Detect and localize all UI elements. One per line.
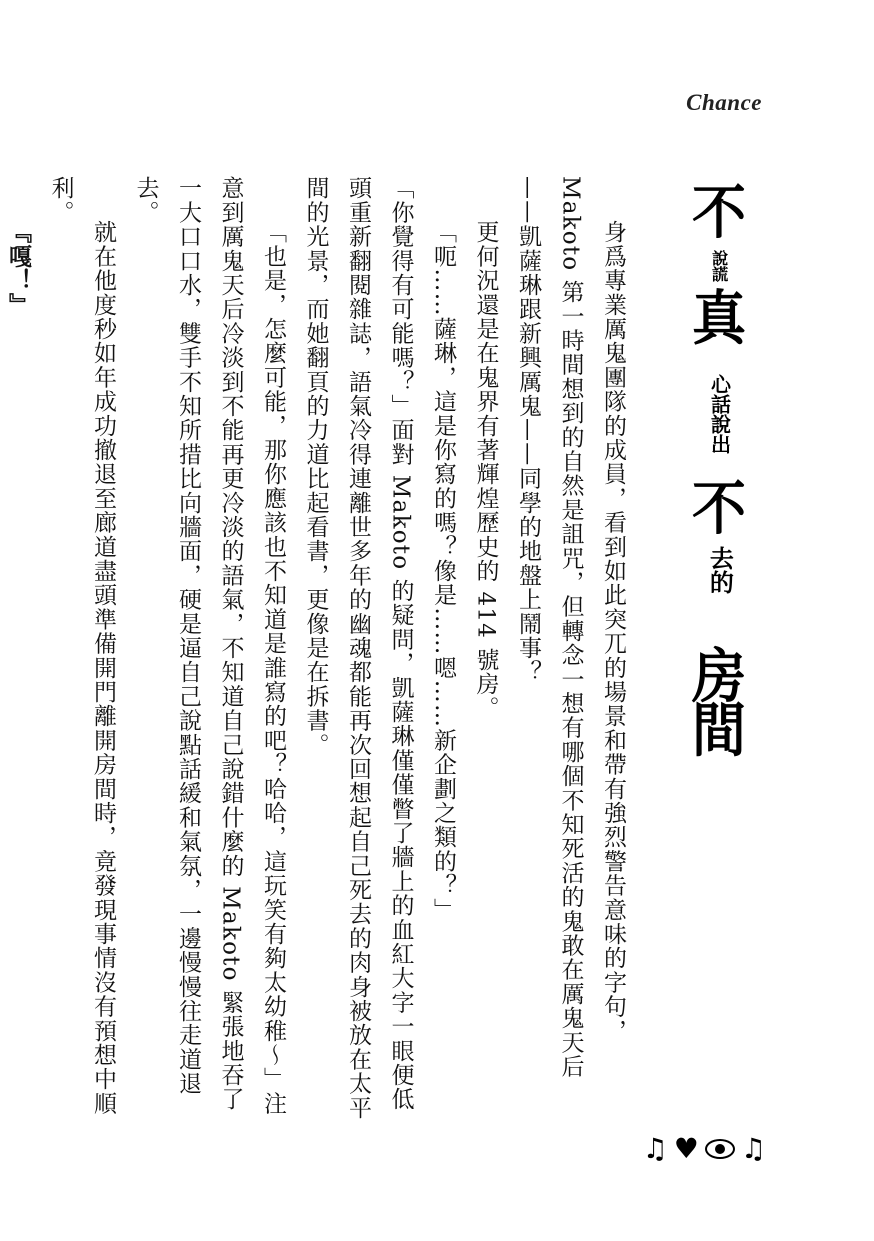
paragraph: 身爲專業厲鬼團隊的成員，看到如此突兀的場景和帶有強烈警告意味的字句，Makoto 第一時間想到的自然是詛咒，但轉念一想有哪個不知死活的鬼敢在厲鬼天后——凱薩琳跟新興厲鬼——同學的地盤上鬧事？ [515,176,626,1079]
title-char: 房 [692,642,746,711]
paragraph: 就在他度秒如年成功撤退至廊道盡頭準備開門離開房間時，竟發現事情沒有預想中順利。 [47,176,116,1116]
paragraph: 「呃……薩琳，這是你寫的嗎？像是……嗯……新企劃之類的？」 [430,219,456,922]
paragraph: 更何況還是在鬼界有著輝煌歷史的 414 號房。 [472,219,499,720]
title-small-chars: 說謊 [709,250,729,282]
music-note-icon: ♫ [740,1132,766,1165]
title-char: 不 [692,178,746,247]
running-header: Chance [686,90,762,115]
title-char: 真 [692,284,746,353]
title-char: 不 [692,474,746,543]
heart-icon: ♥ [673,1132,699,1165]
paragraph: 「你覺得有可能嗎？」面對 Makoto 的疑問，凱薩琳僅僅瞥了牆上的血紅大字一眼便低頭重新翻閱雜誌，語氣冷得連離世多年的幽魂都能再次回想起自己死去的肉身被放在太平間的光景，而她翻頁的力道比起看書，更像是在拆書。 [302,176,414,1120]
title-char: 間 [692,696,746,765]
paragraph: 「也是，怎麼可能，那你應該也不知道是誰寫的吧？哈哈，這玩笑有夠太幼稚～」注意到厲鬼天后冷淡到不能再更冷淡的語氣，不知道自己說錯什麼的 Makoto 緊張地吞了一大口口水，雙手不知所措比向牆面，硬是逼自己說點話緩和氣氛，一邊慢慢往走道退去。 [132,176,286,1116]
title-small-chars: 去的 [705,546,734,594]
music-note-icon: ♫ [642,1132,668,1165]
paragraph: 『嘎！』 [5,219,32,317]
title-small-chars: 心話說出 [707,374,732,454]
side-title [684,178,754,765]
footer-ornament [642,1132,766,1165]
body-text [5,176,634,1126]
eye-icon [705,1139,735,1159]
